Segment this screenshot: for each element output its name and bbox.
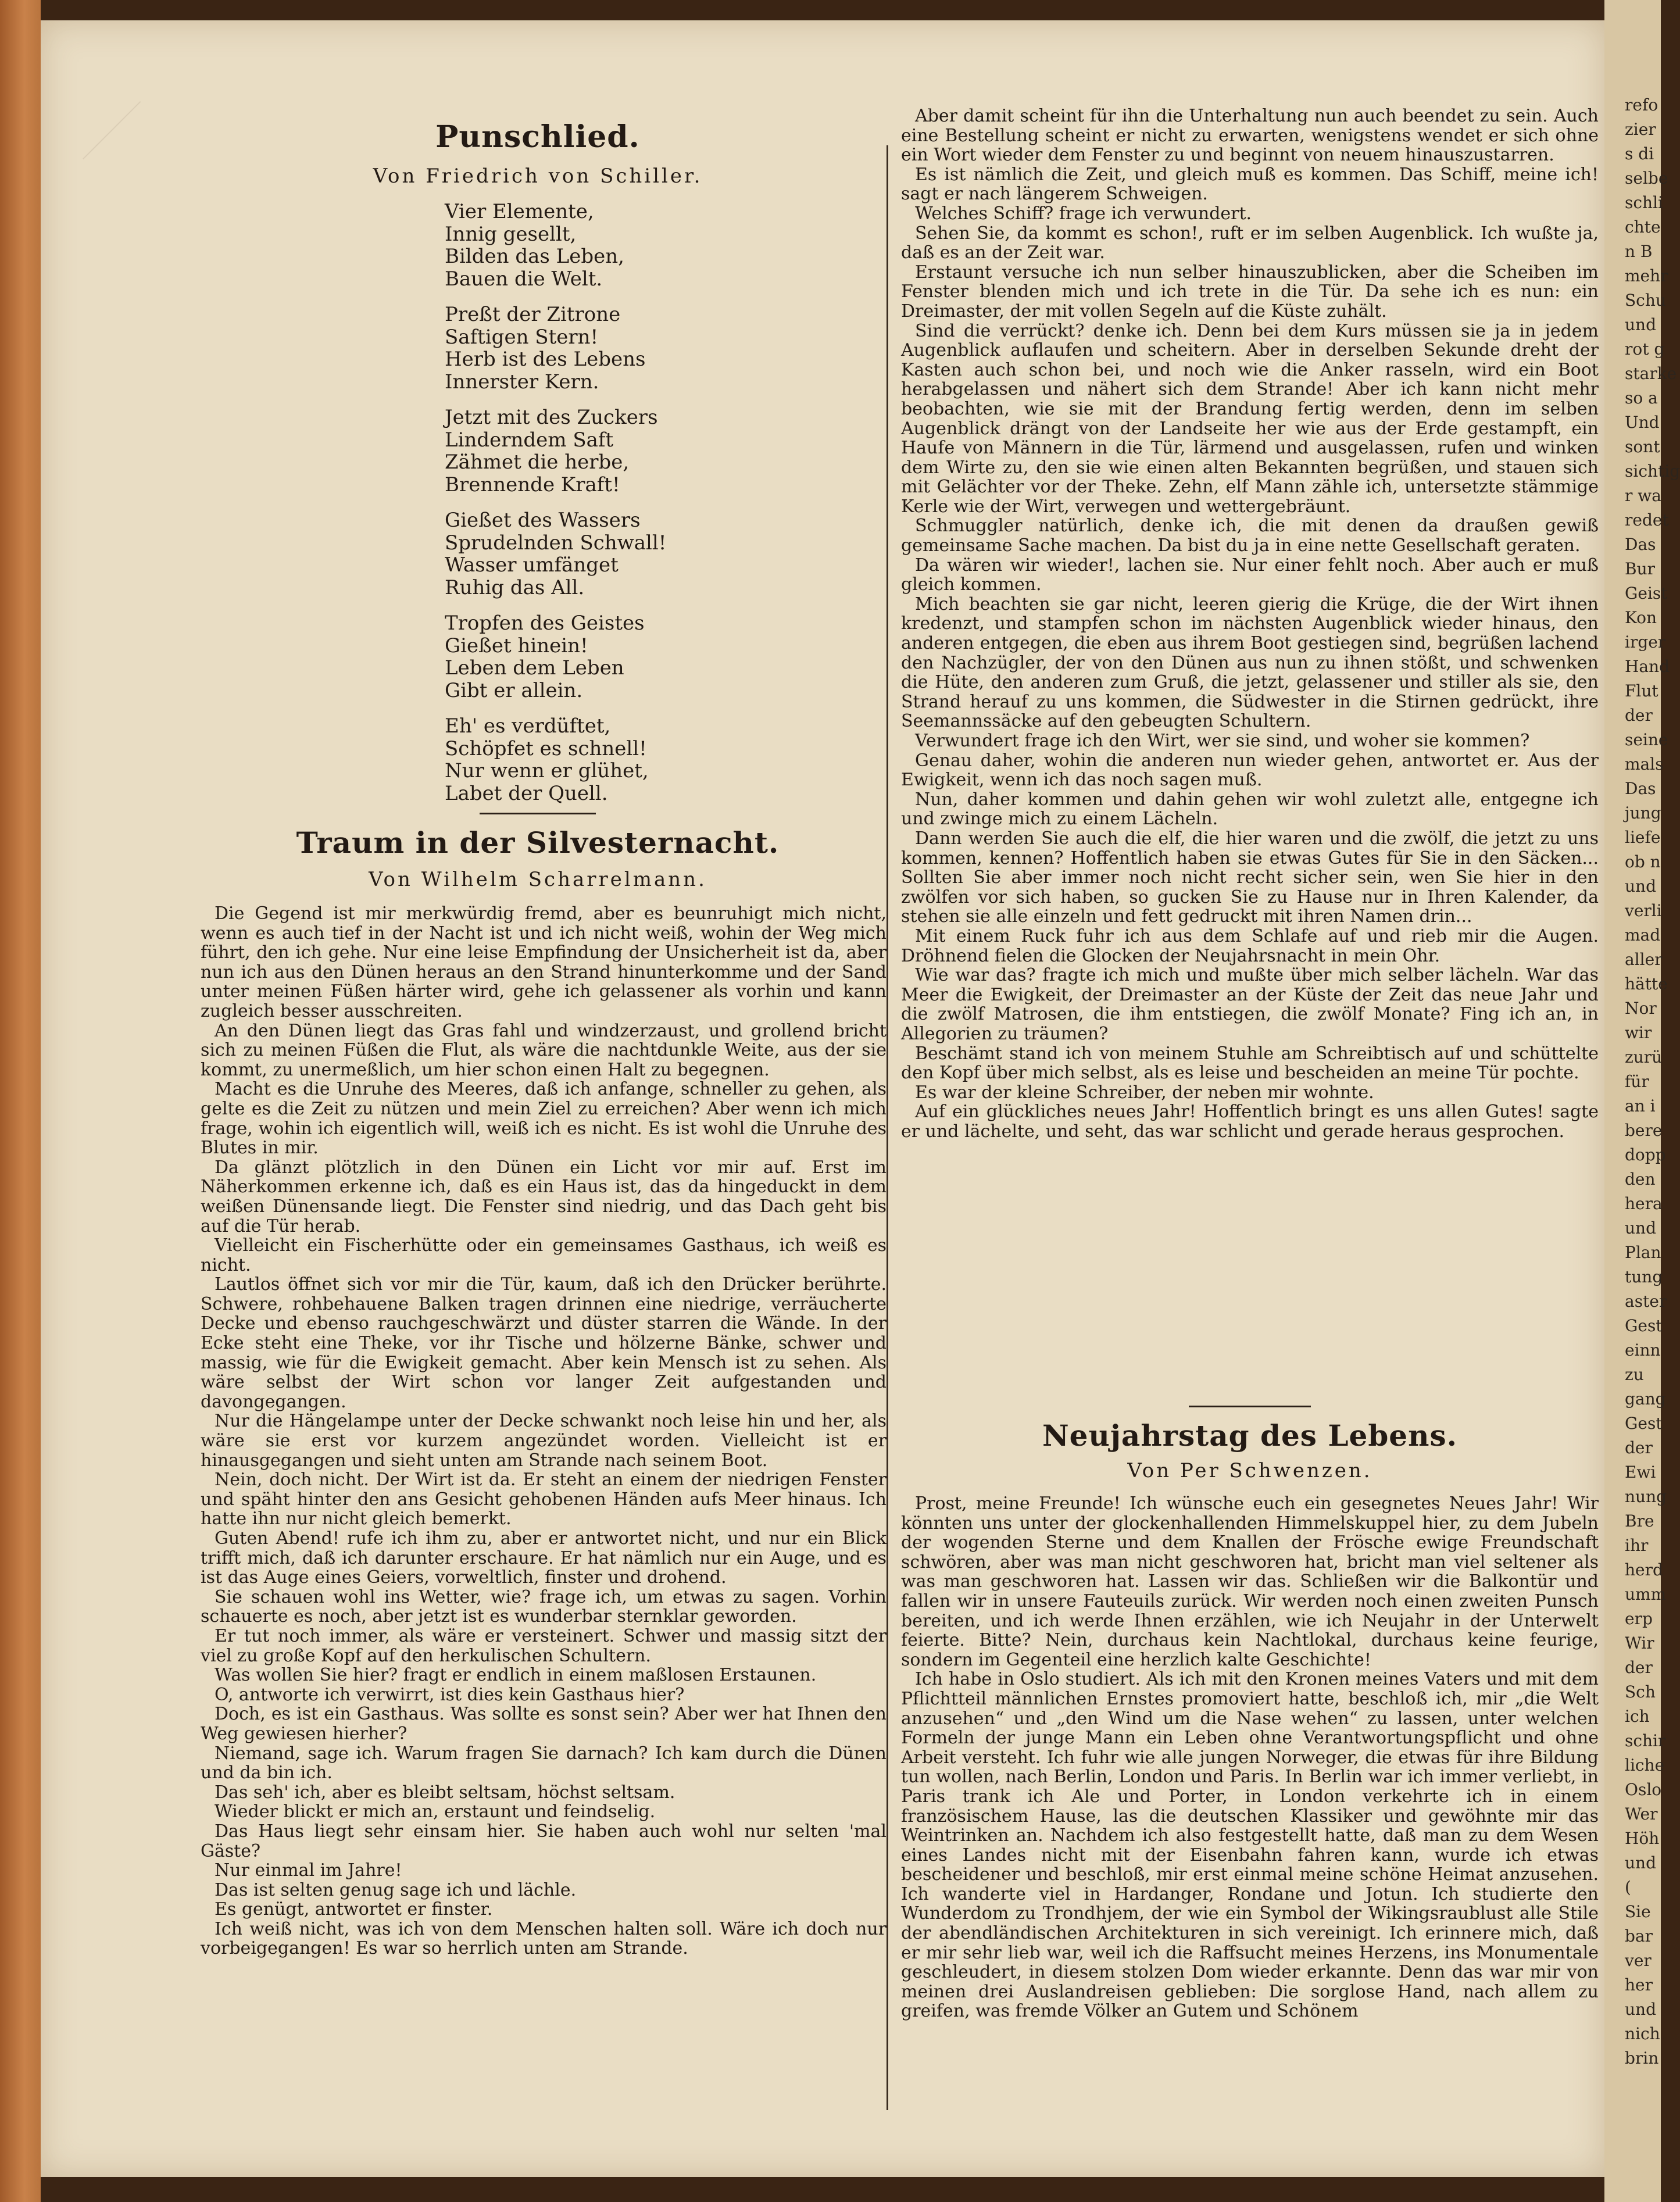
next-page-fragment: selbe [1625, 169, 1668, 188]
next-page-fragment: ich [1625, 1707, 1650, 1726]
poem-line: Bauen die Welt. [445, 267, 603, 291]
poem-stanza [445, 715, 666, 805]
next-page-fragment: Bur [1625, 559, 1655, 578]
next-page-fragment: den [1625, 1170, 1656, 1189]
paragraph: Das Haus liegt sehr einsam hier. Sie haben auch wohl nur selten 'mal Gäste? [201, 1821, 887, 1861]
paragraph: Sie schauen wohl ins Wetter, wie? frage ich, um etwas zu sagen. Vorhin schauerte es noch, aber jetzt ist es wunderbar sternklar geworden. [201, 1586, 887, 1627]
poem-body [445, 201, 666, 818]
next-page-fragment: sont [1625, 437, 1660, 456]
poem-line: Eh' es verdüftet, [445, 714, 611, 738]
next-page-fragment: Oslo [1625, 1780, 1662, 1799]
next-page-fragment: jung [1625, 803, 1661, 823]
next-page-fragment: Hand [1625, 657, 1670, 676]
next-page-fragment: liche [1625, 1756, 1665, 1775]
section-rule [480, 813, 596, 814]
paragraph: Nur einmal im Jahre! [215, 1860, 402, 1881]
book-binding [0, 0, 41, 2202]
poem-line: Wasser umfänget [445, 553, 619, 577]
next-page-fragment: aster [1625, 1292, 1667, 1311]
next-page-fragment: schir [1625, 1731, 1666, 1750]
next-page-fragment: der [1625, 1658, 1653, 1677]
section-rule-2 [1189, 1406, 1311, 1407]
next-page-fragment: verli [1625, 901, 1662, 920]
next-page-fragment: Flut [1625, 681, 1658, 700]
next-page-fragment: mehr [1625, 266, 1668, 285]
next-page-fragment: her [1625, 1975, 1653, 1994]
next-page-fragment: Schu [1625, 291, 1666, 310]
next-page-fragment: zier [1625, 120, 1656, 139]
story2-byline: Von Per Schwenzen. [1127, 1459, 1372, 1482]
next-page-fragment: mad [1625, 925, 1661, 945]
paragraph: Welches Schiff? frage ich verwundert. [915, 203, 1252, 224]
paragraph: Nur die Hängelampe unter der Decke schwankt noch leise hin und her, als wäre sie erst vor kurzem angezündet worden. Vielleicht ist er hinausgegangen und sieht unten am Strande nach seinem Boot. [201, 1411, 887, 1471]
next-page-fragment: der [1625, 706, 1653, 725]
next-page-fragment: Und [1625, 413, 1660, 432]
story2-title: Neujahrstag des Lebens. [1042, 1418, 1458, 1453]
paragraph: Mich beachten sie gar nicht, leeren gierig die Krüge, die der Wirt ihnen kredenzt, und stampfen schon im nächsten Augenblick wieder hinaus, den anderen entgegen, die eben aus ihrem Boot gestiegen sind, begrüßen lachend den Nachzügler, der von den Dünen aus nun zu ihnen stößt, und schwenken die Hüte, den anderen zum Gruß, die jetzt, gelassener und stiller als sie, den Strand herauf zu uns kommen, die Südwester in die Stirnen gedrückt, ihre Seemannssäcke auf den gebeugten Schultern. [901, 594, 1599, 732]
next-page-fragment: an i [1625, 1096, 1656, 1116]
poem-stanza [445, 201, 666, 290]
paragraph: Erstaunt versuche ich nun selber hinauszublicken, aber die Scheiben im Fenster blenden mich und ich trete in die Tür. Da sehe ich es nun: ein Dreimaster, der mit vollen Segeln auf die Küste zuhält. [901, 262, 1599, 321]
next-page-fragment: so a [1625, 388, 1658, 407]
paragraph: Aber damit scheint für ihn die Unterhaltung nun auch beendet zu sein. Auch eine Bestellung scheint er nicht zu erwarten, wenigstens wendet er sich ohne ein Wort wieder dem Fenster zu und beginnt von neuem hinauszustarren. [901, 106, 1599, 166]
next-page-fragment: refo [1625, 95, 1658, 115]
next-page-fragment: zurü [1625, 1048, 1663, 1067]
paragraph: Sind die verrückt? denke ich. Denn bei dem Kurs müssen sie ja in jedem Augenblick auflaufen und scheitern. Aber in derselben Sekunde dreht der Kasten auch schon bei, und noch wie die Anker rasseln, wird ein Boot herabgelassen und nähert sich dem Strande! Aber ich kann nicht mehr beobachten, wie sie mit der Brandung fertig werden, denn im selben Augenblick drängt von der Landseite her wie aus der Erde gestampft, ein Haufe von Männern in die Tür, lärmend und ausgelassen, rufen und winken dem Wirte zu, den sie wie einen alten Bekannten begrüßen, und stauen sich mit Gelächter vor der Theke. Zehn, elf Mann zähle ich, untersetzte stämmige Kerle wie der Wirt, verwegen und wettergebräunt. [901, 320, 1599, 517]
story1-right-text [901, 106, 1599, 1141]
next-page-fragment: wir [1625, 1023, 1652, 1042]
poem-line: Vier Elemente, [445, 200, 594, 223]
paragraph: O, antworte ich verwirrt, ist dies kein Gasthaus hier? [215, 1684, 685, 1705]
next-page-fragment: Gest [1625, 1414, 1663, 1433]
next-page-fragment: ( [1625, 1878, 1631, 1897]
poem-stanza [445, 509, 666, 599]
next-page-fragment: tung [1625, 1267, 1663, 1286]
paragraph: Wieder blickt er mich an, erstaunt und feindselig. [215, 1801, 656, 1822]
paragraph: Es ist nämlich die Zeit, und gleich muß es kommen. Das Schiff, meine ich! sagt er nach längerem Schweigen. [901, 164, 1599, 205]
poem-line: Innerster Kern. [445, 370, 599, 394]
next-page-fragment: chte [1625, 217, 1661, 237]
paragraph: Prost, meine Freunde! Ich wünsche euch ein gesegnetes Neues Jahr! Wir könnten uns unter der glockenhallenden Himmelskuppel hier, zu dem Jubeln der wogenden Sterne und dem Knallen der Frösche ewige Freundschaft schwören, aber was man nicht geschworen hat, bricht man viel seltener als was man geschworen hat. Lassen wir das. Schließen wir die Balkontür und fallen wir in unsere Fauteuils zurück. Wir werden noch einen zweiten Punsch bereiten, und ich werde Ihnen erzählen, wie ich Neujahr in der Unterwelt feierte. Bitte? Nein, durchaus kein Nachtlokal, durchaus keine feurige, sondern im Gegenteil eine herzlich kalte Geschichte! [901, 1493, 1599, 1670]
next-page-fragment: Gest [1625, 1316, 1663, 1335]
paragraph: Sehen Sie, da kommt es schon!, ruft er im selben Augenblick. Ich wußte ja, daß es an der Zeit war. [901, 223, 1599, 263]
next-page-fragment: Ewi [1625, 1463, 1656, 1482]
next-page-fragment: Plan [1625, 1243, 1661, 1262]
next-page-fragment: und [1625, 1218, 1656, 1238]
poem-line: Herb ist des Lebens [445, 348, 646, 371]
paragraph: Was wollen Sie hier? fragt er endlich in einem maßlosen Erstaunen. [215, 1665, 817, 1686]
poem-byline: Von Friedrich von Schiller. [373, 165, 703, 188]
next-page-fragment: n B [1625, 242, 1653, 261]
next-page-fragment: seine [1625, 730, 1668, 749]
next-page-fragment: Das [1625, 779, 1656, 798]
poem-line: Saftigen Stern! [445, 325, 599, 349]
next-page-fragment: brin [1625, 2049, 1659, 2068]
paragraph: Doch, es ist ein Gasthaus. Was sollte es sonst sein? Aber wer hat Ihnen den Weg gewiesen hierher? [201, 1704, 887, 1744]
next-page-fragment: Kon [1625, 608, 1657, 627]
paragraph: An den Dünen liegt das Gras fahl und windzerzaust, und grollend bricht sich zu meinen Füßen die Flut, als wäre die nachtdunkle Weite, aus der sie kommt, zu unermeßlich, um hier schon einen Halt zu begegnen. [201, 1020, 887, 1080]
paragraph: Wie war das? fragte ich mich und mußte über mich selber lächeln. War das Meer die Ewigkeit, der Dreimaster an der Küste der Zeit das neue Jahr und die zwölf Matrosen, die ihm entstiegen, die zwölf Monate? Fing ich an, in Allegorien zu träumen? [901, 965, 1599, 1044]
paragraph: Nun, daher kommen und dahin gehen wir wohl zuletzt alle, entgegne ich und zwinge mich zu einem Lächeln. [901, 789, 1599, 830]
story1-title: Traum in der Silvesternacht. [296, 825, 780, 860]
next-page-fragment: dopp [1625, 1145, 1666, 1164]
poem-stanza [445, 612, 666, 702]
paragraph: Ich habe in Oslo studiert. Als ich mit den Kronen meines Vaters und mit dem Pflichtteil männlichen Ernstes promoviert hatte, beschloß ich, mir „die Welt anzusehen“ und „den Wind um die Nase wehen“ zu lassen, unter welchen Formeln der junge Mann ein Leben ohne Verantwortungspflicht und ohne Arbeit versteht. Ich fuhr wie alle jungen Norweger, die etwas für ihre Bildung tun wollen, nach Berlin, London und Paris. In Berlin war ich immer verliebt, in Paris trank ich Ale und Porter, in London verkehrte ich in einem französischem Hause, las die deutschen Klassiker und gewöhnte mir das Weintrinken an. Nachdem ich also festgestellt hatte, daß man zu dem Wesen eines Landes nicht mit der Eisenbahn fahren kann, wurde ich etwas bescheidener und beschloß, mir erst einmal meine schöne Heimat anzusehen. Ich wanderte viel in Hardanger, Rondane und Jotun. Ich studierte den Wunderdom zu Trondhjem, der wie ein Symbol der Wikingsraublust alle Stile der abendländischen Architekturen in sich vereinigt. Ich erinnere mich, daß er mir sehr lieb war, weil ich die Raffsucht meines Herzens, ins Monumentale geschleudert, in diesem stolzen Dom wieder erkannte. Denn das war mir von meinen drei Auslandreisen geblieben: Die sorglose Hand, nach allem zu greifen, was fremde Völker an Gutem und Schönem [901, 1669, 1599, 2022]
next-page-fragment: irger [1625, 632, 1666, 652]
paragraph: Beschämt stand ich von meinem Stuhle am Schreibtisch auf und schüttelte den Kopf über mich selbst, als es leise und bescheiden an meine Tür pochte. [901, 1043, 1599, 1084]
poem-line: Tropfen des Geistes [445, 612, 645, 635]
paragraph: Macht es die Unruhe des Meeres, daß ich anfange, schneller zu gehen, als gelte es die Zeit zu nützen und mein Ziel zu erreichen? Aber wenn ich mich frage, wohin ich eigentlich will, weiß ich es nicht. Es ist wohl die Unruhe des Blutes in mir. [201, 1079, 887, 1159]
poem-line: Labet der Quell. [445, 781, 608, 805]
next-page-fragment: für [1625, 1072, 1649, 1091]
poem-line: Gießet hinein! [445, 634, 588, 657]
poem-line: Schöpfet es schnell! [445, 737, 647, 760]
next-page-fragment: hätte [1625, 974, 1668, 993]
next-page-fragment: Das [1625, 535, 1656, 554]
column-divider [887, 145, 888, 2110]
poem-line: Bilden das Leben, [445, 245, 624, 268]
dog-ear-corner [25, 44, 141, 159]
poem-line: Preßt der Zitrone [445, 303, 621, 326]
poem-line: Nur wenn er glühet, [445, 759, 649, 782]
poem-stanza [445, 303, 666, 393]
paragraph: Vielleicht ein Fischerhütte oder ein gemeinsames Gasthaus, ich weiß es nicht. [201, 1235, 887, 1275]
next-page-fragment: nich [1625, 2024, 1660, 2043]
next-page-fragment: ob n [1625, 852, 1661, 871]
next-page-fragment: r wa [1625, 486, 1661, 505]
next-page-fragment: rot g [1625, 339, 1665, 359]
poem-stanza [445, 406, 666, 496]
next-page-fragment: Geist [1625, 584, 1668, 603]
next-page-fragment: ihr [1625, 1536, 1649, 1555]
next-page-fragment: ver [1625, 1951, 1652, 1970]
next-page-fragments [1625, 93, 1680, 2139]
next-page-fragment: der [1625, 1438, 1653, 1457]
poem-line: Brennende Kraft! [445, 473, 620, 496]
next-page-fragment: schli [1625, 193, 1663, 212]
paragraph: Da glänzt plötzlich in den Dünen ein Licht vor mir auf. Erst im Näherkommen erkenne ich, daß es ein Haus ist, das da hingeduckt in dem weißen Dünensande liegt. Die Fenster sind niedrig, und das Dach geht bis auf die Tür herab. [201, 1157, 887, 1236]
poem-line: Jetzt mit des Zuckers [445, 406, 658, 429]
next-page-fragment: gang [1625, 1389, 1666, 1409]
newspaper-page [41, 20, 1604, 2177]
next-page-fragment: Höh [1625, 1829, 1660, 1848]
next-page-fragment: Wir [1625, 1633, 1654, 1653]
poem-line: Linderndem Saft [445, 428, 614, 452]
next-page-fragment: Bre [1625, 1511, 1654, 1531]
story1-byline: Von Wilhelm Scharrelmann. [369, 868, 707, 891]
poem-line: Innig gesellt, [445, 222, 577, 246]
next-page-fragment: und [1625, 877, 1656, 896]
paragraph: Mit einem Ruck fuhr ich aus dem Schlafe auf und rieb mir die Augen. Dröhnend fielen die Glocken der Neujahrsnacht in mein Ohr. [901, 925, 1599, 966]
story2-text [901, 1494, 1599, 2021]
paragraph: Schmuggler natürlich, denke ich, die mit denen da draußen gewiß gemeinsame Sache machen. Da bist du ja in eine nette Gesellschaft geraten. [901, 516, 1599, 556]
poem-line: Zähmet die herbe, [445, 451, 630, 474]
paragraph: Er tut noch immer, als wäre er versteinert. Schwer und massig sitzt der viel zu große Kopf auf den herkulischen Schultern. [201, 1625, 887, 1666]
next-page-fragment: starke [1625, 364, 1677, 383]
paragraph: Es war der kleine Schreiber, der neben mir wohnte. [915, 1082, 1374, 1103]
poem-line: Gibt er allein. [445, 678, 583, 702]
poem-line: Gießet des Wassers [445, 509, 641, 532]
next-page-fragment: s di [1625, 144, 1654, 163]
next-page-fragment: nung [1625, 1487, 1667, 1506]
paragraph: Es genügt, antwortet er finster. [215, 1899, 493, 1920]
poem-line: Leben dem Leben [445, 656, 624, 680]
next-page-fragment: mals [1625, 755, 1664, 774]
next-page-fragment: zu [1625, 1365, 1644, 1384]
paragraph: Nein, doch nicht. Der Wirt ist da. Er steht an einem der niedrigen Fenster und späht hinter den ans Gesicht gehobenen Händen aufs Meer hinaus. Ich hatte ihn nur nicht gleich bemerkt. [201, 1470, 887, 1529]
next-page-fragment: Wer [1625, 1804, 1658, 1824]
next-page-fragment: erp [1625, 1609, 1653, 1628]
paragraph: Guten Abend! rufe ich ihm zu, aber er antwortet nicht, und nur ein Blick trifft mich, daß ich darunter erschaure. Er hat nämlich nur ein Auge, und es ist das Auge eines Geiers, vorweltlich, finster und drohend. [201, 1528, 887, 1588]
next-page-fragment: aller [1625, 950, 1663, 969]
next-page-fragment: sichtig [1625, 462, 1680, 481]
poem-title: Punschlied. [435, 119, 640, 155]
next-page-fragment: einn [1625, 1340, 1661, 1360]
paragraph: Ich weiß nicht, was ich von dem Menschen halten soll. Wäre ich doch nur vorbeigegangen! Es war so herrlich unten am Strande. [201, 1918, 887, 1959]
next-page-fragment: Sch [1625, 1682, 1656, 1701]
next-page-fragment: bere [1625, 1121, 1663, 1140]
next-page-fragment: liefe [1625, 828, 1661, 847]
paragraph: Auf ein glückliches neues Jahr! Hoffentlich bringt es uns allen Gutes! sagte er und lächelte, und seht, das war schlicht und gerade heraus gesprochen. [901, 1102, 1599, 1142]
paragraph: Das seh' ich, aber es bleibt seltsam, höchst seltsam. [215, 1782, 675, 1803]
paragraph: Verwundert frage ich den Wirt, wer sie sind, und woher sie kommen? [915, 731, 1530, 751]
next-page-fragment: Nor [1625, 999, 1657, 1018]
next-page-fragment: herd [1625, 1560, 1663, 1579]
paragraph: Genau daher, wohin die anderen nun wieder gehen, antwortet er. Aus der Ewigkeit, wenn ich das noch sagen muß. [901, 750, 1599, 791]
paragraph: Niemand, sage ich. Warum fragen Sie darnach? Ich kam durch die Dünen und da bin ich. [201, 1743, 887, 1783]
paragraph: Die Gegend ist mir merkwürdig fremd, aber es beunruhigt mich nicht, wenn es auch tief in der Nacht ist und ich nicht weiß, wohin der Weg mich führt, den ich gehe. Nur eine leise Empfindung der Unsicherheit ist da, aber nun ich aus den Dünen heraus an den Strand hinunterkomme und der Sand unter meinen Füßen härter wird, gehe ich gelassener als vorhin und kann zugleich besser ausschreiten. [201, 903, 887, 1021]
paragraph: Dann werden Sie auch die elf, die hier waren und die zwölf, die jetzt zu uns kommen, kennen? Hoffentlich haben sie etwas Gutes für Sie in den Säcken... Sollten Sie aber immer noch nicht recht sicher sein, wen Sie hier in den zwölfen vor sich haben, so gucken Sie zu Hause nur in Ihren Kalender, da stehen sie alle einzeln und fett gedruckt mit ihren Namen drin... [901, 828, 1599, 927]
paragraph: Lautlos öffnet sich vor mir die Tür, kaum, daß ich den Drücker berührte. Schwere, rohbehauene Balken tragen drinnen eine niedrige, verräucherte Decke und ebenso rauchgeschwärzt und düster starren die Wände. In der Ecke steht eine Theke, vor ihr Tische und hölzerne Bänke, schwer und massig, wie für die Ewigkeit gemacht. Aber kein Mensch ist zu sehen. Als wäre selbst der Wirt schon vor langer Zeit aufgestanden und davongegangen. [201, 1274, 887, 1412]
story1-left-text [201, 904, 887, 1958]
paragraph: Da wären wir wieder!, lachen sie. Nur einer fehlt noch. Aber auch er muß gleich kommen. [901, 555, 1599, 595]
next-page-fragment: und [1625, 2000, 1656, 2019]
poem-line: Sprudelnden Schwall! [445, 531, 667, 555]
poem-line: Ruhig das All. [445, 575, 585, 599]
next-page-fragment: Sie [1625, 1902, 1651, 1921]
next-page-fragment: umm [1625, 1585, 1667, 1604]
paragraph: Das ist selten genug sage ich und lächle. [215, 1879, 577, 1900]
next-page-fragment: redet [1625, 510, 1669, 530]
next-page-fragment: und [1625, 315, 1656, 334]
next-page-fragment: und [1625, 1853, 1656, 1872]
next-page-fragment: hera [1625, 1194, 1663, 1213]
next-page-fragment: bar [1625, 1926, 1653, 1946]
